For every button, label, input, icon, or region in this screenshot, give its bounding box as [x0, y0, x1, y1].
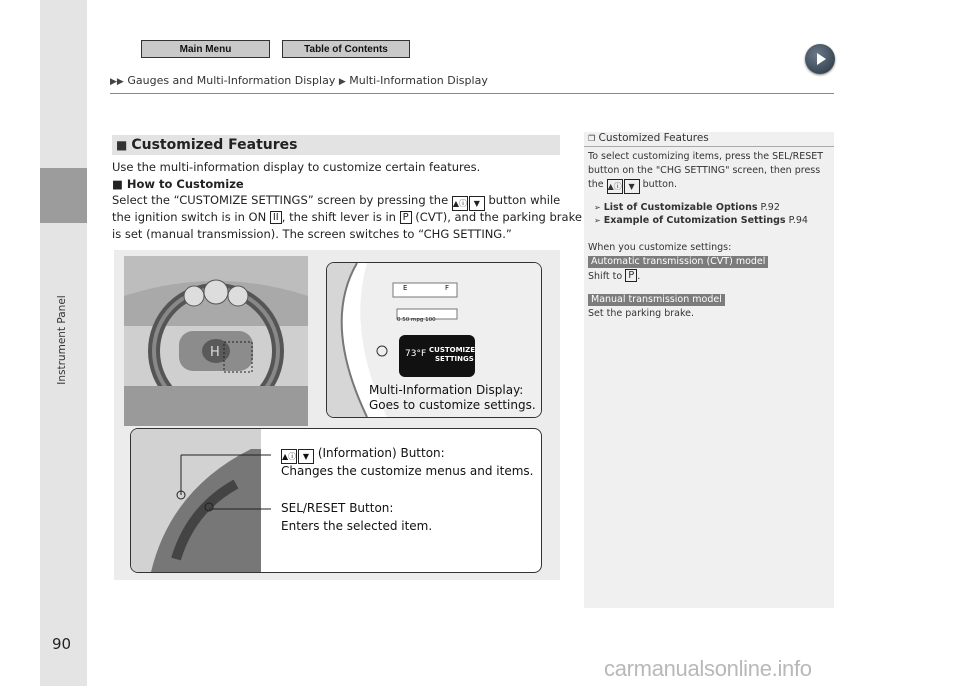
display-callout	[326, 262, 542, 418]
xref-page[interactable]: P.94	[788, 215, 808, 226]
display-description: Goes to customize settings.	[369, 398, 536, 412]
xref-link-text[interactable]: List of Customizable Options	[603, 202, 758, 213]
notes-text: the	[588, 179, 604, 190]
ignition-on-key: II	[270, 211, 282, 224]
info-button-label	[281, 446, 445, 464]
display-label: Multi-Information Display:	[369, 383, 524, 397]
gauge-e: E	[403, 284, 408, 292]
xref-page[interactable]: P.92	[760, 202, 780, 213]
section-title: Customized Features	[131, 137, 298, 153]
breadcrumb	[110, 74, 488, 87]
page-number: 90	[52, 635, 72, 653]
park-key: P	[400, 211, 412, 224]
square-bullet-icon: ■	[112, 177, 127, 191]
info-button-icon: ▲ⓘ ▼	[452, 196, 485, 211]
info-button-icon: ▲ⓘ ▼	[281, 449, 314, 464]
breadcrumb-item-gauges[interactable]: Gauges and Multi-Information Display	[127, 74, 336, 87]
instruction-text: , the shift lever is in	[281, 210, 396, 224]
sel-reset-label: SEL/RESET Button:	[281, 501, 394, 515]
notes-when: When you customize settings:	[588, 242, 732, 253]
notes-header	[588, 132, 709, 144]
info-button-label-text: (Information) Button:	[317, 446, 445, 460]
xref-customizable-options[interactable]	[594, 201, 780, 215]
notes-divider	[584, 146, 834, 147]
next-page-button[interactable]	[805, 44, 835, 74]
notes-text-1: To select customizing items, press the SEL/RESET	[588, 151, 824, 162]
xref-arrow-icon: ➢	[594, 216, 601, 225]
notes-shift: Shift to P .	[588, 270, 641, 282]
instruction-text: button while	[488, 193, 561, 207]
instruction-line-2	[112, 210, 582, 224]
subheading-text: How to Customize	[126, 177, 244, 191]
instruction-text: (CVT), and the parking brake	[415, 210, 582, 224]
header-divider	[110, 93, 834, 94]
buttons-callout	[130, 428, 542, 573]
watermark: carmanualsonline.info	[604, 656, 812, 681]
notes-parking: Set the parking brake.	[588, 308, 694, 319]
note-icon: ❐	[588, 134, 596, 143]
svg-text:H: H	[210, 345, 220, 360]
xref-link-text[interactable]: Example of Cutomization Settings	[603, 215, 786, 226]
screen-line-2: SETTINGS	[435, 355, 474, 363]
breadcrumb-item-mid[interactable]: Multi-Information Display	[349, 74, 488, 87]
xref-customization-example[interactable]	[594, 214, 808, 228]
instruction-line-1	[112, 193, 560, 211]
park-key: P	[625, 269, 637, 282]
cvt-model-tag: Automatic transmission (CVT) model	[588, 256, 768, 268]
instruction-line-3: is set (manual transmission). The screen switches to “CHG SETTING.”	[112, 227, 512, 241]
sidebar-active-tab[interactable]	[40, 168, 87, 223]
manual-model-tag: Manual transmission model	[588, 294, 725, 306]
gauge-scale: 0 50 mpg 100	[397, 317, 436, 323]
main-menu-button[interactable]: Main Menu	[141, 40, 270, 58]
breadcrumb-arrow-icon: ▶▶	[110, 77, 124, 87]
notes-header-text: Customized Features	[598, 132, 709, 144]
intro-text: Use the multi-information display to customize certain features.	[112, 160, 481, 174]
instruction-text: Select the “CUSTOMIZE SETTINGS” screen by pressing the	[112, 193, 449, 207]
steering-wheel-illustration	[124, 256, 308, 426]
notes-text: button.	[642, 179, 678, 190]
notes-text-3	[588, 178, 677, 194]
info-button-description: Changes the customize menus and items.	[281, 464, 534, 478]
notes-text-2: button on the "CHG SETTING" screen, then press	[588, 165, 821, 176]
xref-arrow-icon: ➢	[594, 203, 601, 212]
instruction-text: the ignition switch is in ON	[112, 210, 267, 224]
subheading	[112, 177, 244, 191]
screen-temperature: 73°F	[405, 349, 427, 359]
sidebar-label: Instrument Panel	[56, 295, 68, 385]
notes-text: Shift to	[588, 271, 623, 282]
breadcrumb-arrow-icon: ▶	[338, 77, 346, 87]
info-button-icon: ▲ⓘ ▼	[607, 179, 640, 194]
screen-line-1: CUSTOMIZE	[429, 346, 476, 354]
table-of-contents-button[interactable]: Table of Contents	[282, 40, 410, 58]
sel-reset-description: Enters the selected item.	[281, 519, 433, 533]
gauge-f: F	[445, 284, 450, 292]
square-bullet-icon: ■	[116, 138, 128, 152]
section-header	[112, 135, 560, 155]
